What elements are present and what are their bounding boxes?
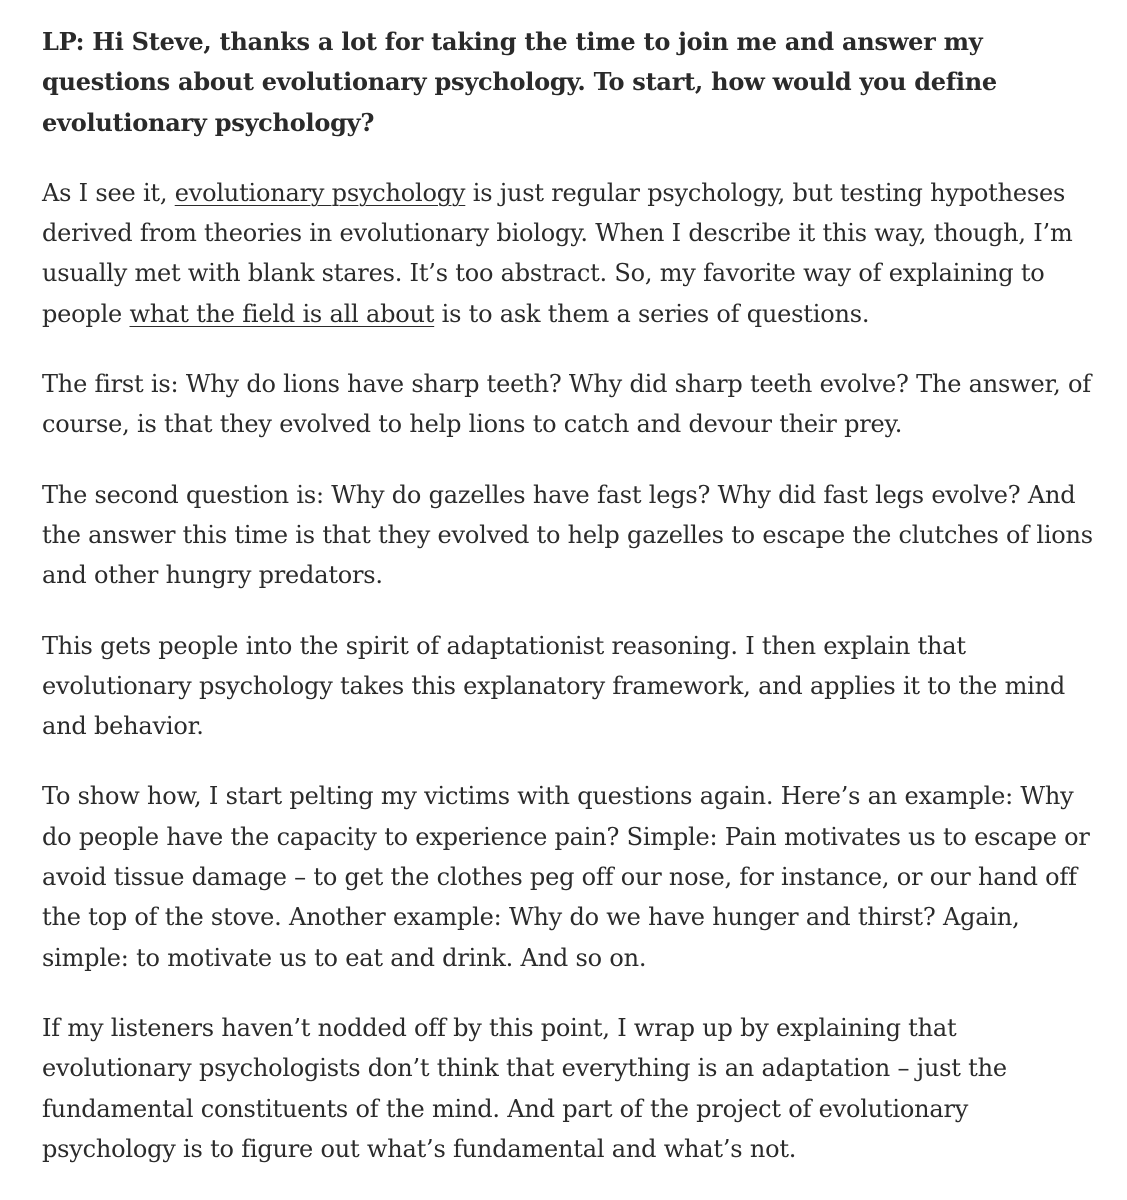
answer-paragraph-3: The second question is: Why do gazelles have fast legs? Why did fast legs evolve? And the answer this time is that they evolved to help gazelles to escape the clutches of lions and other hungry predators. <box>42 480 1093 590</box>
answer-paragraph-2: The first is: Why do lions have sharp teeth? Why did sharp teeth evolve? The answer, of course, is that they evolved to help lions to catch and devour their prey. <box>42 370 1091 439</box>
article-body <box>42 22 1102 1199</box>
answer-paragraph-1 <box>42 173 1102 334</box>
answer-paragraph-4: This gets people into the spirit of adaptationist reasoning. I then explain that evolutionary psychology takes this explanatory framework, and applies it to the mind and behavior. <box>42 631 1066 741</box>
evolutionary-psychology-link[interactable]: evolutionary psychology <box>174 178 466 207</box>
what-the-field-is-about-link[interactable]: what the field is all about <box>129 299 435 328</box>
paragraph-text: is to ask them a series of questions. <box>434 299 870 328</box>
answer-paragraph-5: To show how, I start pelting my victims with questions again. Here’s an example: Why do people have the capacity to experience pain? Simple: Pain motivates us to escape or avoid tissue damage – to get the clothes peg off our nose, for instance, or our hand off the top of the stove. Another example: Why do we have hunger and thirst? Again, simple: to motivate us to eat and drink. And so on. <box>42 782 1090 972</box>
answer-paragraph-6: If my listeners haven’t nodded off by this point, I wrap up by explaining that evolutionary psychologists don’t think that everything is an adaptation – just the fundamental constituents of the mind. And part of the project of evolutionary psychology is to figure out what’s fundamental and what’s not. <box>42 1013 1007 1163</box>
paragraph-text: is just regular psychology, but testing hypotheses derived from theories in evolutionary biology. When I describe it this way, though, I’m usually met with blank stares. It’s too abstract. So, my favorite way of explaining to people <box>42 178 1073 328</box>
interview-question: LP: Hi Steve, thanks a lot for taking the time to join me and answer my questions about evolutionary psychology. To start, how would you define evolutionary psychology? <box>42 27 997 137</box>
paragraph-text: As I see it, <box>42 178 175 207</box>
